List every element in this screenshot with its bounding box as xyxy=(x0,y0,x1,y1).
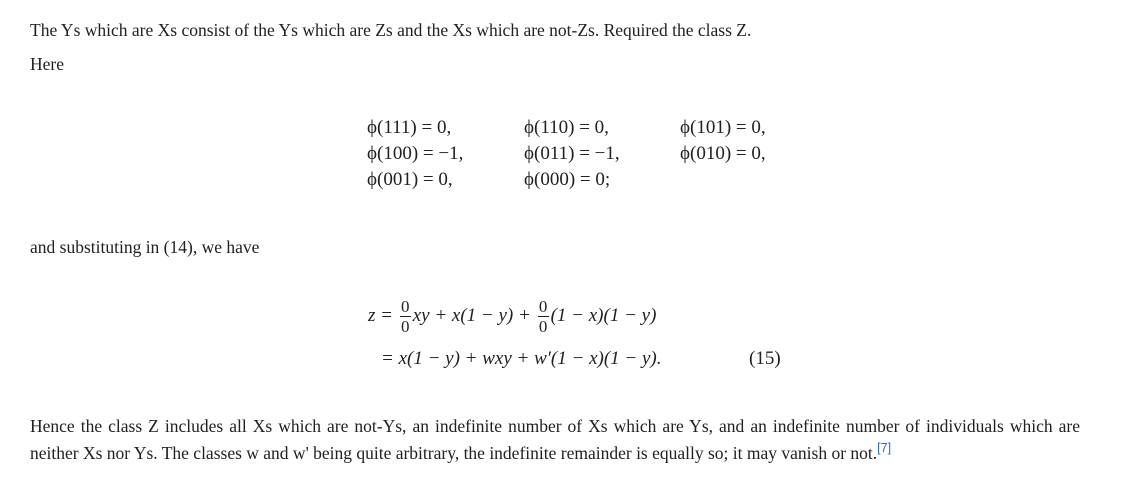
fraction-zero-over-zero xyxy=(400,298,411,335)
intro-paragraph: The Ys which are Xs consist of the Ys which are Zs and the Xs which are not-Zs. Required the class Z. xyxy=(30,20,752,40)
conclusion-text: Hence the class Z includes all Xs which are not-Ys, an indefinite number of Xs which are Ys, and an indefinite number of individuals which are neither Xs nor Ys. The classes w and w' being quite arbitrary, the indefinite remainder is equally so; it may vanish or not. xyxy=(30,416,1080,463)
phi-value: ϕ(011) = −1, xyxy=(524,143,620,164)
reference-link[interactable]: [7] xyxy=(877,441,892,456)
phi-value: ϕ(111) = 0, xyxy=(367,117,452,138)
conclusion-paragraph xyxy=(30,413,1080,467)
phi-value: ϕ(101) = 0, xyxy=(680,117,766,138)
equation-number: (15) xyxy=(749,348,781,369)
here-label: Here xyxy=(30,54,65,74)
fraction-numerator: 0 xyxy=(400,297,410,316)
equation-line-1 xyxy=(368,298,656,335)
fraction-denominator: 0 xyxy=(400,317,410,336)
phi-value: ϕ(001) = 0, xyxy=(367,169,453,190)
fraction-zero-over-zero xyxy=(538,298,549,335)
fraction-denominator: 0 xyxy=(538,317,548,336)
phi-value: ϕ(010) = 0, xyxy=(680,143,766,164)
substituting-paragraph: and substituting in (14), we have xyxy=(30,237,260,257)
equation-lhs: z = xyxy=(368,304,393,326)
phi-value: ϕ(000) = 0; xyxy=(524,169,611,190)
equation-term-1: xy + x(1 − y) + xyxy=(412,304,531,326)
equation-line-2: = x(1 − y) + wxy + w′(1 − x)(1 − y). xyxy=(381,348,662,369)
fraction-numerator: 0 xyxy=(538,297,548,316)
phi-value: ϕ(100) = −1, xyxy=(367,143,464,164)
equation-term-2: (1 − x)(1 − y) xyxy=(550,304,657,326)
phi-value: ϕ(110) = 0, xyxy=(524,117,609,138)
